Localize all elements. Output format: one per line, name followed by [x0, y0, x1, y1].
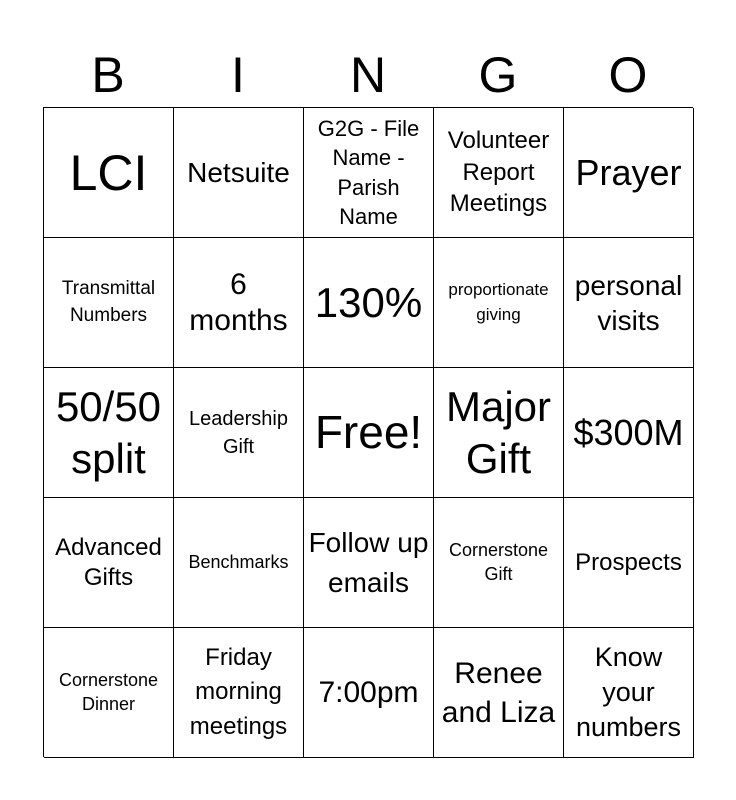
header-letter-o: O [608, 47, 648, 103]
cell-text: Cornerstone Gift [448, 540, 549, 584]
cell-text: 7:00pm [318, 676, 419, 709]
header-letter-b: B [91, 47, 125, 103]
bingo-cell-r1c1[interactable] [44, 108, 174, 238]
bingo-cell-r2c5[interactable] [564, 238, 694, 368]
bingo-cell-r4c1[interactable] [44, 498, 174, 628]
cell-text: Renee and Liza [441, 656, 556, 729]
cell-text: Cornerstone Dinner [58, 670, 159, 714]
cell-text: Free! [314, 406, 423, 459]
cell-text: Volunteer Report Meetings [447, 126, 550, 218]
bingo-cell-r1c2[interactable] [174, 108, 304, 238]
cell-text: G2G - File Name - Parish Name [317, 116, 420, 229]
bingo-cell-r2c3[interactable] [304, 238, 434, 368]
cell-text: proportionate giving [448, 279, 549, 324]
cell-text: Advanced Gifts [55, 533, 162, 591]
cell-text: Know your numbers [575, 641, 682, 743]
bingo-cell-r3c4[interactable] [434, 368, 564, 498]
cell-text: Leadership Gift [189, 407, 288, 458]
bingo-cell-r2c4[interactable] [434, 238, 564, 368]
cell-text: Transmittal Numbers [61, 277, 156, 326]
bingo-cell-r3c1[interactable] [44, 368, 174, 498]
bingo-cell-r5c2[interactable] [174, 628, 304, 758]
bingo-cell-r2c2[interactable] [174, 238, 304, 368]
bingo-cell-r5c3[interactable] [304, 628, 434, 758]
cell-text: 130% [314, 278, 423, 326]
cell-text: Friday morning meetings [189, 644, 288, 740]
bingo-cell-r4c4[interactable] [434, 498, 564, 628]
bingo-cell-r3c2[interactable] [174, 368, 304, 498]
cell-text: Prospects [575, 548, 682, 576]
cell-text: personal visits [574, 269, 683, 336]
bingo-grid [43, 107, 693, 757]
cell-text: 50/50 split [55, 383, 162, 482]
cell-text: Major Gift [445, 383, 552, 482]
bingo-cell-r5c5[interactable] [564, 628, 694, 758]
cell-text: $300M [573, 411, 684, 453]
bingo-cell-r3c5[interactable] [564, 368, 694, 498]
cell-text: Follow up emails [308, 527, 429, 598]
bingo-cell-r5c4[interactable] [434, 628, 564, 758]
header-letter-i: I [231, 47, 245, 103]
cell-text: 6 months [189, 268, 288, 337]
cell-text: Prayer [575, 151, 682, 193]
bingo-cell-r4c5[interactable] [564, 498, 694, 628]
bingo-header [43, 44, 693, 106]
header-letter-g: G [478, 47, 518, 103]
bingo-cell-free[interactable] [304, 368, 434, 498]
cell-text: Benchmarks [188, 551, 289, 572]
bingo-cell-r1c4[interactable] [434, 108, 564, 238]
bingo-cell-r4c2[interactable] [174, 498, 304, 628]
bingo-cell-r4c3[interactable] [304, 498, 434, 628]
bingo-cell-r5c1[interactable] [44, 628, 174, 758]
bingo-cell-r1c5[interactable] [564, 108, 694, 238]
cell-text: LCI [69, 144, 148, 201]
header-letter-n: N [349, 47, 387, 103]
bingo-cell-r1c3[interactable] [304, 108, 434, 238]
cell-text: Netsuite [187, 157, 290, 188]
bingo-cell-r2c1[interactable] [44, 238, 174, 368]
